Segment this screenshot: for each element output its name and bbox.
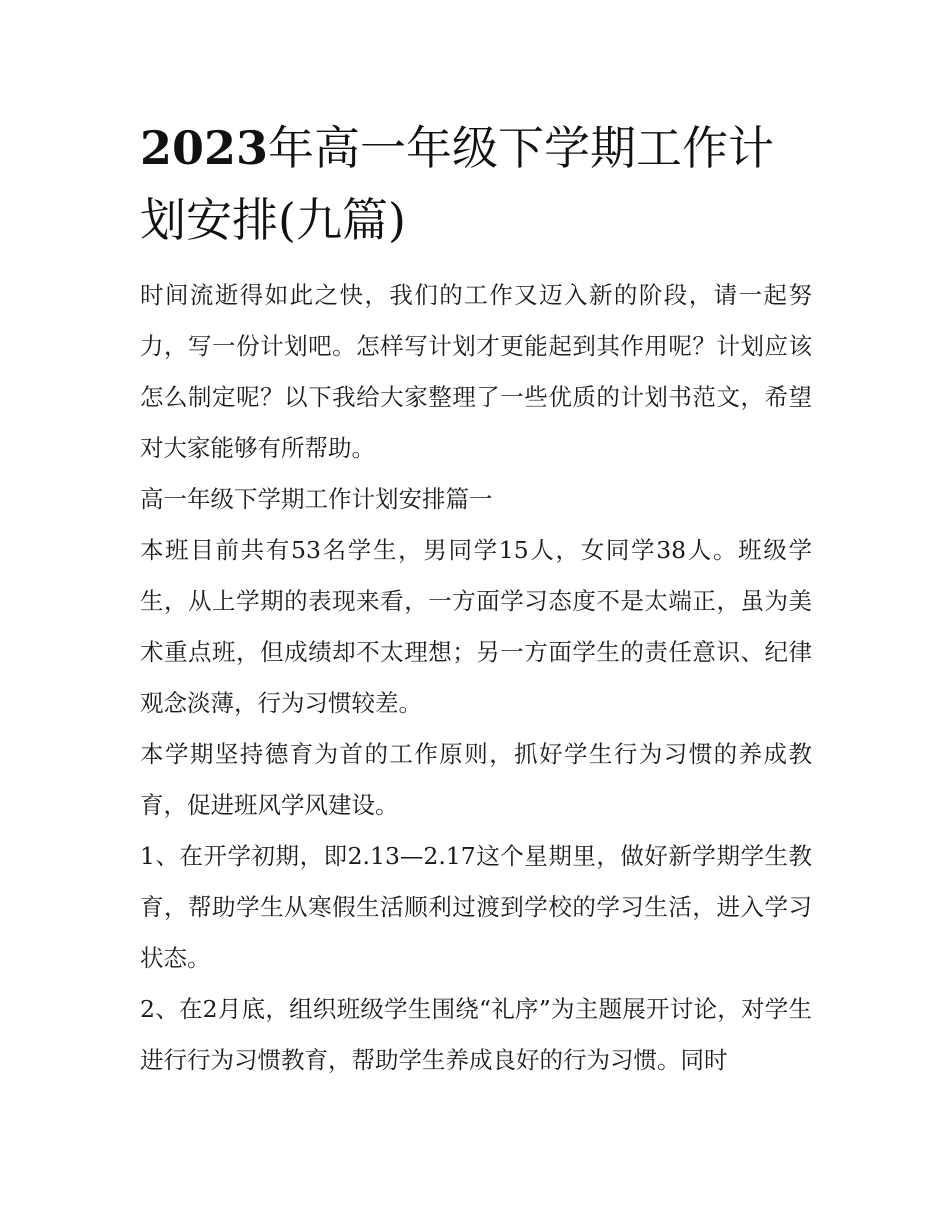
class-overview-paragraph: 本班目前共有53名学生，男同学15人，女同学38人。班级学生，从上学期的表现来看，一方面学习态度不是太端正，虽为美术重点班，但成绩却不太理想；另一方面学生的责任意识、纪律观念淡薄，行为习惯较差。 bbox=[140, 536, 812, 717]
plan-item-1: 1、在开学初期，即2.13—2.17这个星期里，做好新学期学生教育，帮助学生从寒假生活顺利过渡到学校的学习生活，进入学习状态。 bbox=[140, 842, 812, 972]
document-body bbox=[140, 112, 812, 1086]
principle-paragraph: 本学期坚持德育为首的工作原则，抓好学生行为习惯的养成教育，促进班风学风建设。 bbox=[140, 740, 812, 819]
title-text: 年高一年级下学期工作计划安排(九篇) bbox=[140, 121, 775, 247]
plan-item-2: 2、在2月底，组织班级学生围绕“礼序”为主题展开讨论，对学生进行行为习惯教育，帮助学生养成良好的行为习惯。同时 bbox=[140, 995, 812, 1074]
document-title bbox=[140, 112, 812, 256]
section-heading: 高一年级下学期工作计划安排篇一 bbox=[140, 485, 493, 513]
title-year: 2023 bbox=[140, 121, 269, 175]
intro-paragraph: 时间流逝得如此之快，我们的工作又迈入新的阶段，请一起努力，写一份计划吧。怎样写计划才更能起到其作用呢？计划应该怎么制定呢？以下我给大家整理了一些优质的计划书范文，希望对大家能够有所帮助。 bbox=[140, 281, 812, 462]
